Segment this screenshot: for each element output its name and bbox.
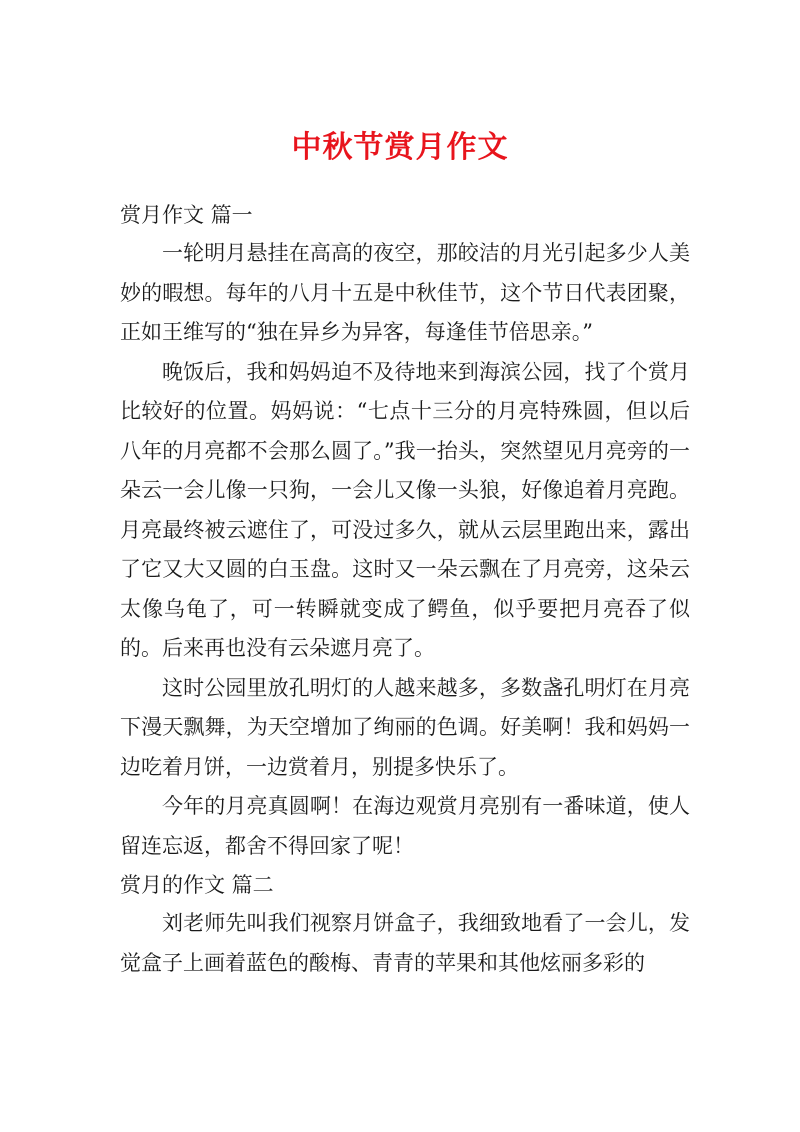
- section-heading: 赏月作文 篇一: [120, 203, 253, 227]
- paragraph: 今年的月亮真圆啊！在海边观赏月亮别有一番味道，使人留连忘返，都舍不得回家了呢！: [120, 794, 690, 858]
- paragraph: 刘老师先叫我们视察月饼盒子，我细致地看了一会儿，发觉盒子上画着蓝色的酸梅、青青的苹果和其他炫丽多彩的: [120, 911, 690, 975]
- paragraph: 一轮明月悬挂在高高的夜空，那皎洁的月光引起多少人美妙的暇想。每年的八月十五是中秋佳节，这个节日代表团聚，正如王维写的“独在异乡为异客，每逢佳节倍思亲。”: [120, 241, 690, 344]
- paragraph: 晚饭后，我和妈妈迫不及待地来到海滨公园，找了个赏月比较好的位置。妈妈说：“七点十三分的月亮特殊圆，但以后八年的月亮都不会那么圆了。”我一抬头，突然望见月亮旁的一朵云一会儿像一只狗，一会儿又像一头狼，好像追着月亮跑。月亮最终被云遮住了，可没过多久，就从云层里跑出来，露出了它又大又圆的白玉盘。这时又一朵云飘在了月亮旁，这朵云太像乌龟了，可一转瞬就变成了鳄鱼，似乎要把月亮吞了似的。后来再也没有云朵遮月亮了。: [120, 359, 690, 660]
- document-body: [120, 196, 690, 983]
- document-title: 中秋节赏月作文: [291, 130, 509, 165]
- paragraph: 这时公园里放孔明灯的人越来越多，多数盏孔明灯在月亮下漫天飘舞，为天空增加了绚丽的色调。好美啊！我和妈妈一边吃着月饼，一边赏着月，别提多快乐了。: [120, 675, 690, 779]
- section-heading: 赏月的作文 篇二: [120, 873, 274, 897]
